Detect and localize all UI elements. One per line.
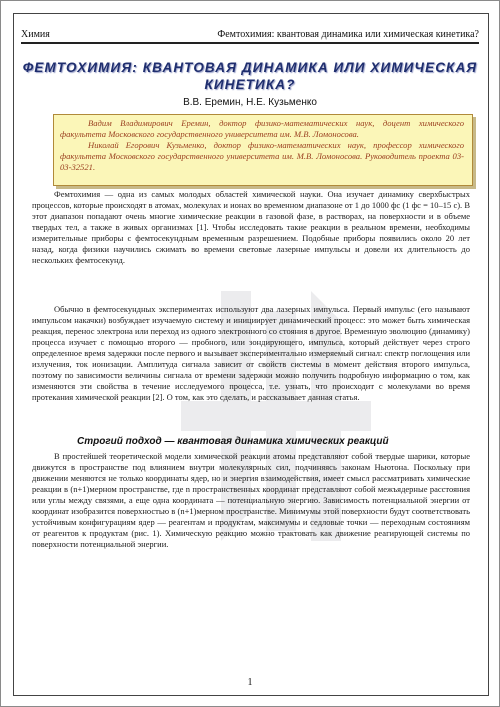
header-section-name: Химия xyxy=(21,29,50,40)
header-article-title: Фемтохимия: квантовая динамика или химическая кинетика? xyxy=(217,29,479,40)
paragraph-text: В простейшей теоретической модели химической реакции атомы представляют собой твердые шарики, которые движутся в пространстве под влиянием внутри молекулярных сил, подчиняясь законам Ньютона. Поскольку при движении меняются не только координаты ядер, но и энергия взаимодействия, имеет смысл рассматривать химические реакции в (n+1)мерном пространстве, где n пространственных координат представляют собой межъядерные расстояния или углы между связями, а еще одна координата — потенциальную энергию. Зависимость потенциальной энергии от координат изобразится поверхностью в (n+1)мерном пространстве. Минимумы этой поверхности будут соответствовать устойчивым конфигурациям ядер — реагентам и продуктам, максимумы и седловые точки — переходным состояниям от реагентов к продуктам (рис. 1). Химическую реакцию можно трактовать как движение реагирующей системы по поверхности потенциальной энергии. xyxy=(32,451,470,549)
author-note: Николай Егорович Кузьменко, доктор физико-математических наук, профессор химического факультета Московского государственного университета им. М.В. Ломоносова. Руководитель проекта 03-03-32521. xyxy=(60,139,464,172)
section-heading: Строгий подход — квантовая динамика химических реакций xyxy=(77,436,389,447)
body-paragraph xyxy=(32,189,470,266)
body-paragraph xyxy=(32,451,470,550)
author-note: Вадим Владимирович Еремин, доктор физико-математических наук, доцент химического факультета Московского государственного университета им. М.В. Ломоносова. xyxy=(60,118,464,139)
page-number: 1 xyxy=(247,677,253,688)
article-title: ФЕМТОХИМИЯ: КВАНТОВАЯ ДИНАМИКА ИЛИ ХИМИЧЕСКАЯ КИНЕТИКА? xyxy=(22,60,478,92)
paragraph-text: Обычно в фемтосекундных экспериментах используют два лазерных импульса. Первый импульс (его называют импульсом накачки) возбуждает изучаемую систему и инициирует динамический процесс: это может быть химическая реакция, перенос электрона или переход из одного электронного со стояния в другое. Временную эволюцию (динамику) процесса изучает с помощью второго — пробного, или зондирующего, импульса, который действует через строго определенное время задержки после первого и вызывает экспериментально измеряемый сигнал: спектр поглощения или излучения, ток ионизации. Амплитуда сигнала зависит от свойств системы в момент действия второго импульса, поэтому по зависимости величины сигнала от времени задержки можно получить подробную информацию о том, как изменяются эти свойства в течение исследуемого процесса, т.е. узнать, что происходит с молекулами во время протекания химической реакции [2]. О том, как это сделать, и рассказывает данная статья. xyxy=(32,304,470,402)
article-authors: В.В. Еремин, Н.Е. Кузьменко xyxy=(183,97,317,108)
paragraph-text: Фемтохимия — одна из самых молодых областей химической науки. Она изучает динамику сверхбыстрых процессов, которые происходят в атомах, молекулах и ионах во временном диапазоне от 1 до 1000 фс (1 фс = 10–15 с). В этот диапазон попадают очень многие химические реакции в газовой фазе, в растворах, на поверхности и в объеме твердых тел, а также в живых организмах [1]. Чтобы исследовать такие реакции в реальном времени, необходимы измерительные приборы с фемтосекундным временным разрешением. Подобные приборы появились около 20 лет назад, когда физики научились сжимать во времени световые лазерные импульсы и довели их длительность до нескольких фемтосекунд. xyxy=(32,189,470,265)
header-rule xyxy=(21,42,479,44)
body-paragraph xyxy=(32,304,470,403)
author-info-box xyxy=(53,114,473,186)
running-header xyxy=(21,28,479,41)
